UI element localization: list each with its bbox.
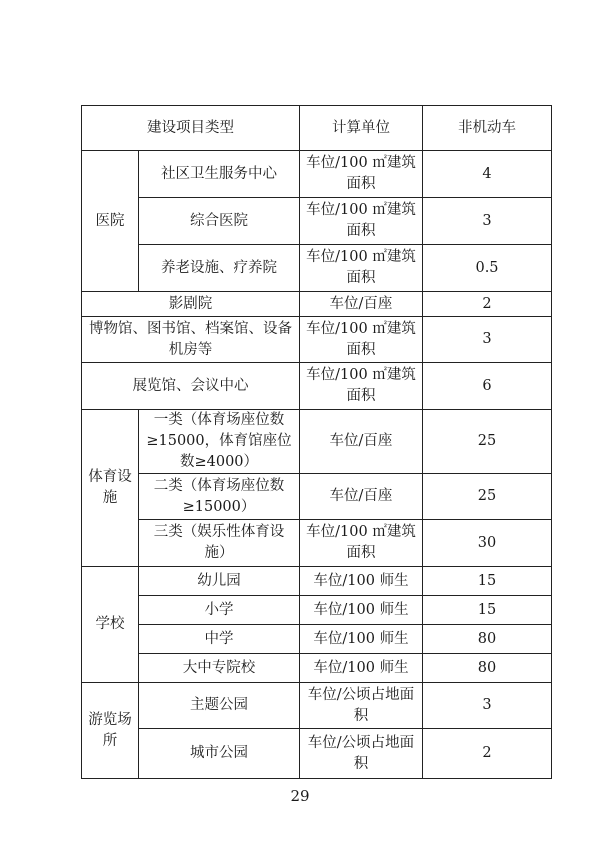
row-unit: 车位/100 师生	[300, 625, 423, 654]
row-name: 城市公园	[139, 729, 300, 779]
table-row	[82, 729, 552, 779]
group-label-park: 游览场所	[82, 683, 139, 779]
header-value: 非机动车	[423, 106, 552, 151]
table-row	[82, 245, 552, 292]
row-value: 25	[423, 410, 552, 474]
row-value: 15	[423, 567, 552, 596]
table-row	[82, 410, 552, 474]
row-name: 影剧院	[82, 292, 300, 317]
row-value: 80	[423, 625, 552, 654]
row-name: 中学	[139, 625, 300, 654]
row-unit: 车位/100 ㎡建筑面积	[300, 363, 423, 410]
row-unit: 车位/公顷占地面积	[300, 729, 423, 779]
row-value: 6	[423, 363, 552, 410]
header-type: 建设项目类型	[82, 106, 300, 151]
row-name: 二类（体育场座位数≥15000）	[139, 474, 300, 520]
table-row	[82, 151, 552, 198]
row-value: 25	[423, 474, 552, 520]
row-unit: 车位/百座	[300, 474, 423, 520]
row-value: 4	[423, 151, 552, 198]
row-name: 大中专院校	[139, 654, 300, 683]
table-row	[82, 363, 552, 410]
table-row	[82, 596, 552, 625]
row-name: 三类（娱乐性体育设施）	[139, 520, 300, 567]
row-value: 2	[423, 292, 552, 317]
row-value: 2	[423, 729, 552, 779]
row-name: 综合医院	[139, 198, 300, 245]
row-unit: 车位/100 师生	[300, 567, 423, 596]
group-label-hospital: 医院	[82, 151, 139, 292]
row-value: 3	[423, 198, 552, 245]
table-row	[82, 474, 552, 520]
row-name: 一类（体育场座位数≥15000，体育馆座位数≥4000）	[139, 410, 300, 474]
table-row	[82, 625, 552, 654]
table-row	[82, 654, 552, 683]
table-row	[82, 567, 552, 596]
row-value: 0.5	[423, 245, 552, 292]
row-unit: 车位/100 ㎡建筑面积	[300, 520, 423, 567]
row-unit: 车位/100 ㎡建筑面积	[300, 245, 423, 292]
table-row	[82, 198, 552, 245]
row-value: 30	[423, 520, 552, 567]
row-name: 幼儿园	[139, 567, 300, 596]
row-unit: 车位/百座	[300, 292, 423, 317]
row-value: 3	[423, 683, 552, 729]
row-unit: 车位/百座	[300, 410, 423, 474]
row-unit: 车位/100 ㎡建筑面积	[300, 198, 423, 245]
group-label-sports: 体育设施	[82, 410, 139, 567]
parking-standard-table	[81, 105, 552, 779]
row-name: 博物馆、图书馆、档案馆、设备机房等	[82, 317, 300, 363]
row-unit: 车位/公顷占地面积	[300, 683, 423, 729]
row-unit: 车位/100 师生	[300, 654, 423, 683]
table-row	[82, 683, 552, 729]
row-name: 社区卫生服务中心	[139, 151, 300, 198]
table-row	[82, 317, 552, 363]
row-value: 15	[423, 596, 552, 625]
row-unit: 车位/100 师生	[300, 596, 423, 625]
row-value: 3	[423, 317, 552, 363]
table-header-row	[82, 106, 552, 151]
row-name: 展览馆、会议中心	[82, 363, 300, 410]
row-value: 80	[423, 654, 552, 683]
table-row	[82, 292, 552, 317]
group-label-school: 学校	[82, 567, 139, 683]
row-name: 小学	[139, 596, 300, 625]
row-name: 主题公园	[139, 683, 300, 729]
row-name: 养老设施、疗养院	[139, 245, 300, 292]
header-unit: 计算单位	[300, 106, 423, 151]
row-unit: 车位/100 ㎡建筑面积	[300, 317, 423, 363]
row-unit: 车位/100 ㎡建筑面积	[300, 151, 423, 198]
page-number: 29	[290, 787, 310, 805]
table-row	[82, 520, 552, 567]
